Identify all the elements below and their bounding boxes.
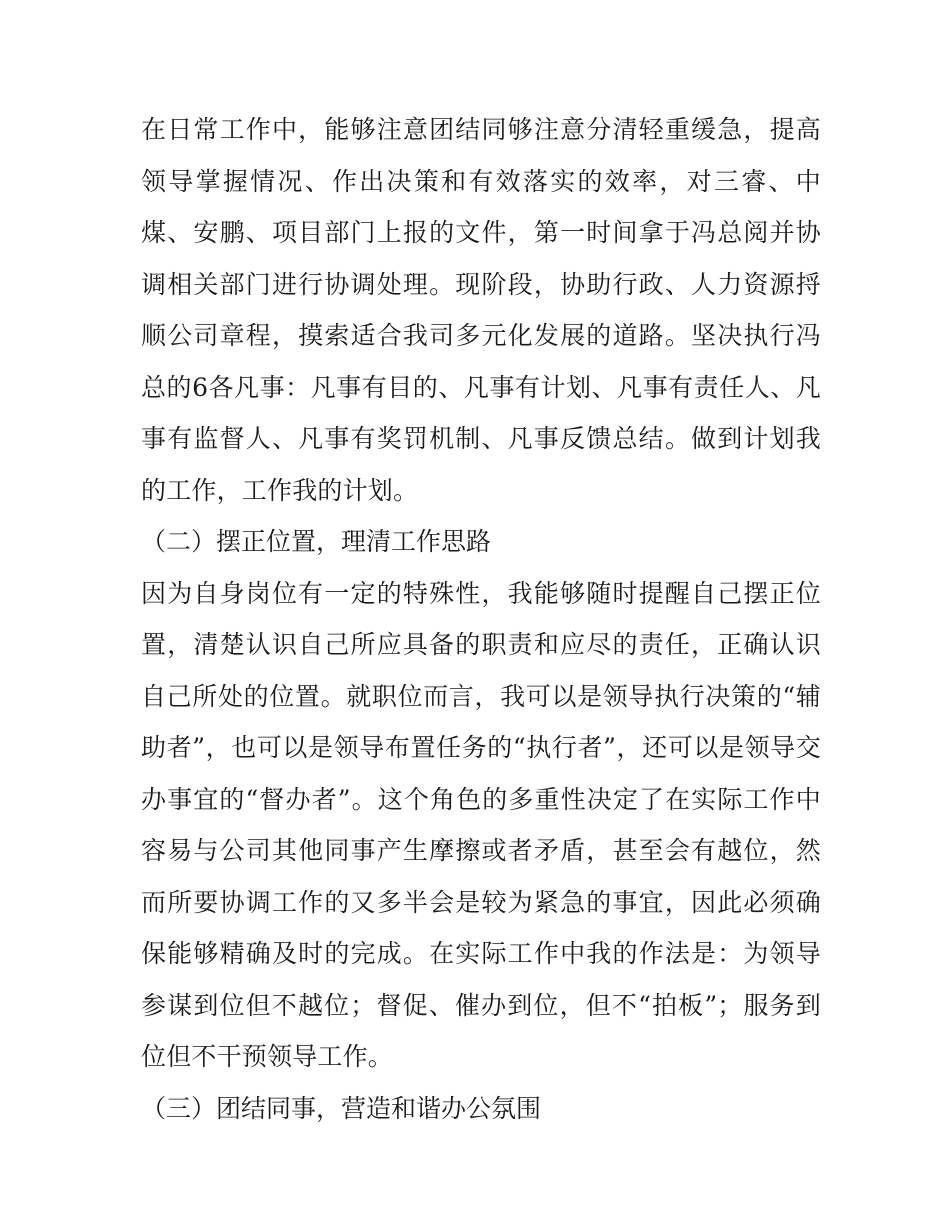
section-heading-3: （三）团结同事，营造和谐办公氛围 <box>141 1093 542 1123</box>
paragraph-daily-work: 在日常工作中，能够注意团结同够注意分清轻重缓急，提高领导掌握情况、作出决策和有效落实的效率，对三睿、中煤、安鹏、项目部门上报的文件，第一时间拿于冯总阅并协调相关部门进行协调处理。现阶段，协助行政、人力资源捋顺公司章程，摸索适合我司多元化发展的道路。坚决执行冯总的6各凡事：凡事有目的、凡事有计划、凡事有责任人、凡事有监督人、凡事有奖罚机制、凡事反馈总结。做到计划我的工作，工作我的计划。 <box>141 115 821 505</box>
section-heading-2: （二）摆正位置，理清工作思路 <box>141 527 492 556</box>
document-body <box>141 104 821 1134</box>
paragraph-position: 因为自身岗位有一定的特殊性，我能够随时提醒自己摆正位置，清楚认识自己所应具备的职责和应尽的责任，正确认识自己所处的位置。就职位而言，我可以是领导执行决策的“辅助者”，也可以是领导布置任务的“执行者”，还可以是领导交办事宜的“督办者”。这个角色的多重性决定了在实际工作中容易与公司其他同事产生摩擦或者矛盾，甚至会有越位，然而所要协调工作的又多半会是较为紧急的事宜，因此必须确保能够精确及时的完成。在实际工作中我的作法是：为领导参谋到位但不越位；督促、催办到位，但不“拍板”；服务到位但不干预领导工作。 <box>141 578 821 1071</box>
